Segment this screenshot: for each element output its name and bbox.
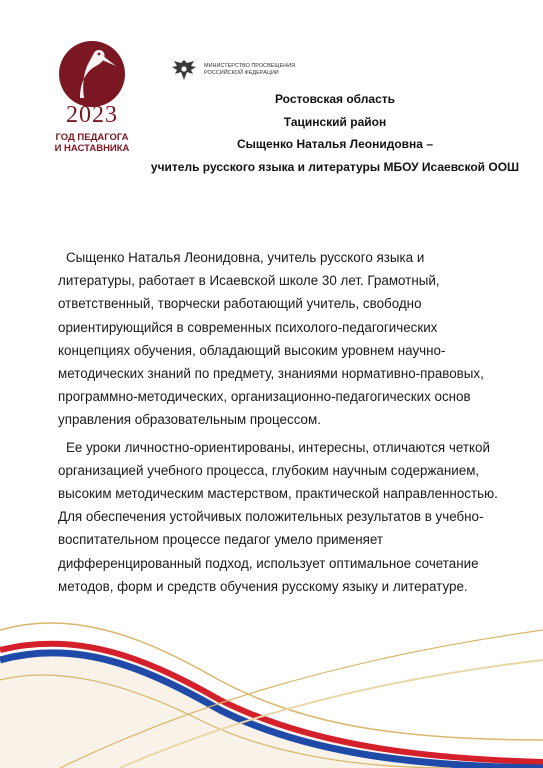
logo-caption-line2: И НАСТАВНИКА bbox=[54, 143, 130, 154]
header-district: Тацинский район bbox=[283, 114, 387, 129]
logo-year: 2023 bbox=[66, 102, 118, 128]
header-region: Ростовская область bbox=[274, 92, 396, 106]
decorative-waves bbox=[0, 590, 543, 768]
logo-caption-line1: ГОД ПЕДАГОГА bbox=[55, 132, 129, 143]
ministry-line2: РОССИЙСКОЙ ФЕДЕРАЦИИ bbox=[204, 70, 279, 76]
ministry-line1: МИНИСТЕРСТВО ПРОСВЕЩЕНИЯ bbox=[204, 63, 296, 69]
header-name: Сыщенко Наталья Леонидовна – bbox=[236, 137, 433, 151]
body-paragraph-1: Сыщенко Наталья Леонидовна, учитель русского языка и литературы, работает в Исаевской школе 30 лет. Грамотный, ответственный, творчески работающий учитель, свободно ориентирующийся в современных психолого-педагогических концепциях обучения, обладающий высоким уровнем научно-методических знаний по предмету, знаниями нормативно-правовых, программно-методических, организационно-педагогических основ управления образовательным процессом. bbox=[58, 250, 484, 428]
document-body bbox=[58, 246, 498, 602]
logo-caption bbox=[52, 132, 132, 154]
year-of-teacher-logo bbox=[52, 40, 132, 160]
double-headed-eagle-icon bbox=[168, 57, 200, 83]
document-header bbox=[140, 88, 530, 178]
ministry-text bbox=[204, 63, 344, 77]
body-paragraph-2: Ее уроки личностно-ориентированы, интересны, отличаются четкой организацией учебного процесса, глубоким научным содержанием, высоким методическим мастерством, практической направленностью. Для обеспечения устойчивых положительных результатов в учебно-воспитательном процессе педагог умело применяет дифференцированный подход, использует оптимальное сочетание методов, форм и средств обучения русскому языку и литературе. bbox=[58, 439, 498, 594]
pelican-icon bbox=[58, 40, 126, 108]
header-position: учитель русского языка и литературы МБОУ Исаевской ООШ bbox=[150, 159, 520, 174]
